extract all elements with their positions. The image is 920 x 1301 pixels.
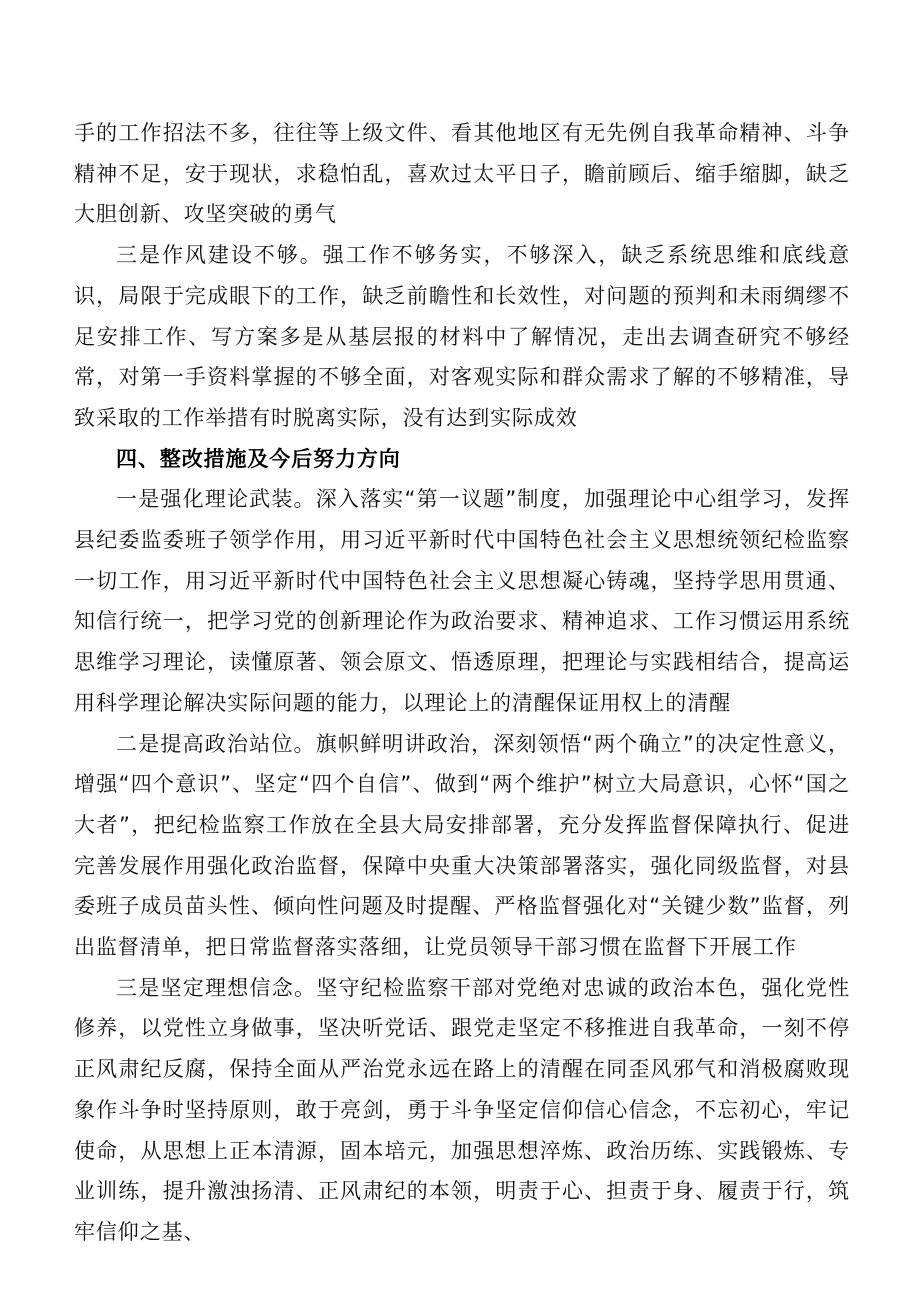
- paragraph-work-style: 三是作风建设不够。强工作不够务实，不够深入，缺乏系统思维和底线意识，局限于完成眼下的工作，缺乏前瞻性和长效性，对问题的预判和未雨绸缪不足安排工作、写方案多是从基层报的材料中了解情况，走出去调查研究不够经常，对第一手资料掌握的不够全面，对客观实际和群众需求了解的不够精准，导致采取的工作举措有时脱离实际，没有达到实际成效: [74, 243, 850, 430]
- document-body: [74, 113, 850, 1253]
- paragraph-measure-theory: 一是强化理论武装。深入落实“第一议题”制度，加强理论中心组学习，发挥县纪委监委班子领学作用，用习近平新时代中国特色社会主义思想统领纪检监察一切工作，用习近平新时代中国特色社会主义思想凝心铸魂，坚持学思用贯通、知信行统一，把学习党的创新理论作为政治要求、精神追求、工作习惯运用系统思维学习理论，读懂原著、领会原文、悟透原理，把理论与实践相结合，提高运用科学理论解决实际问题的能力，以理论上的清醒保证用权上的清醒: [74, 487, 850, 715]
- section-heading: 四、整改措施及今后努力方向: [116, 446, 401, 471]
- paragraph-measure-politics: 二是提高政治站位。旗帜鲜明讲政治，深刻领悟“两个确立”的决定性意义，增强“四个意识”、坚定“四个自信”、做到“两个维护”树立大局意识，心怀“国之大者”，把纪检监察工作放在全县大局安排部署，充分发挥监督保障执行、促进完善发展作用强化政治监督，保障中央重大决策部署落实，强化同级监督，对县委班子成员苗头性、倾向性问题及时提醒、严格监督强化对“关键少数”监督，列出监督清单，把日常监督落实落细，让党员领导干部习惯在监督下开展工作: [74, 731, 850, 960]
- continued-paragraph: 手的工作招法不多，往往等上级文件、看其他地区有无先例自我革命精神、斗争精神不足，安于现状，求稳怕乱，喜欢过太平日子，瞻前顾后、缩手缩脚，缺乏大胆创新、攻坚突破的勇气: [74, 121, 850, 227]
- paragraph-measure-ideals: 三是坚定理想信念。坚守纪检监察干部对党绝对忠诚的政治本色，强化党性修养，以党性立身做事，坚决听党话、跟党走坚定不移推进自我革命，一刻不停正风肃纪反腐，保持全面从严治党永远在路上的清醒在同歪风邪气和消极腐败现象作斗争时坚持原则，敢于亮剑，勇于斗争坚定信仰信心信念，不忘初心，牢记使命，从思想上正本清源，固本培元，加强思想淬炼、政治历练、实践锻炼、专业训练，提升激浊扬清、正风肃纪的本领，明责于心、担责于身、履责于行，筑牢信仰之基、: [74, 975, 850, 1244]
